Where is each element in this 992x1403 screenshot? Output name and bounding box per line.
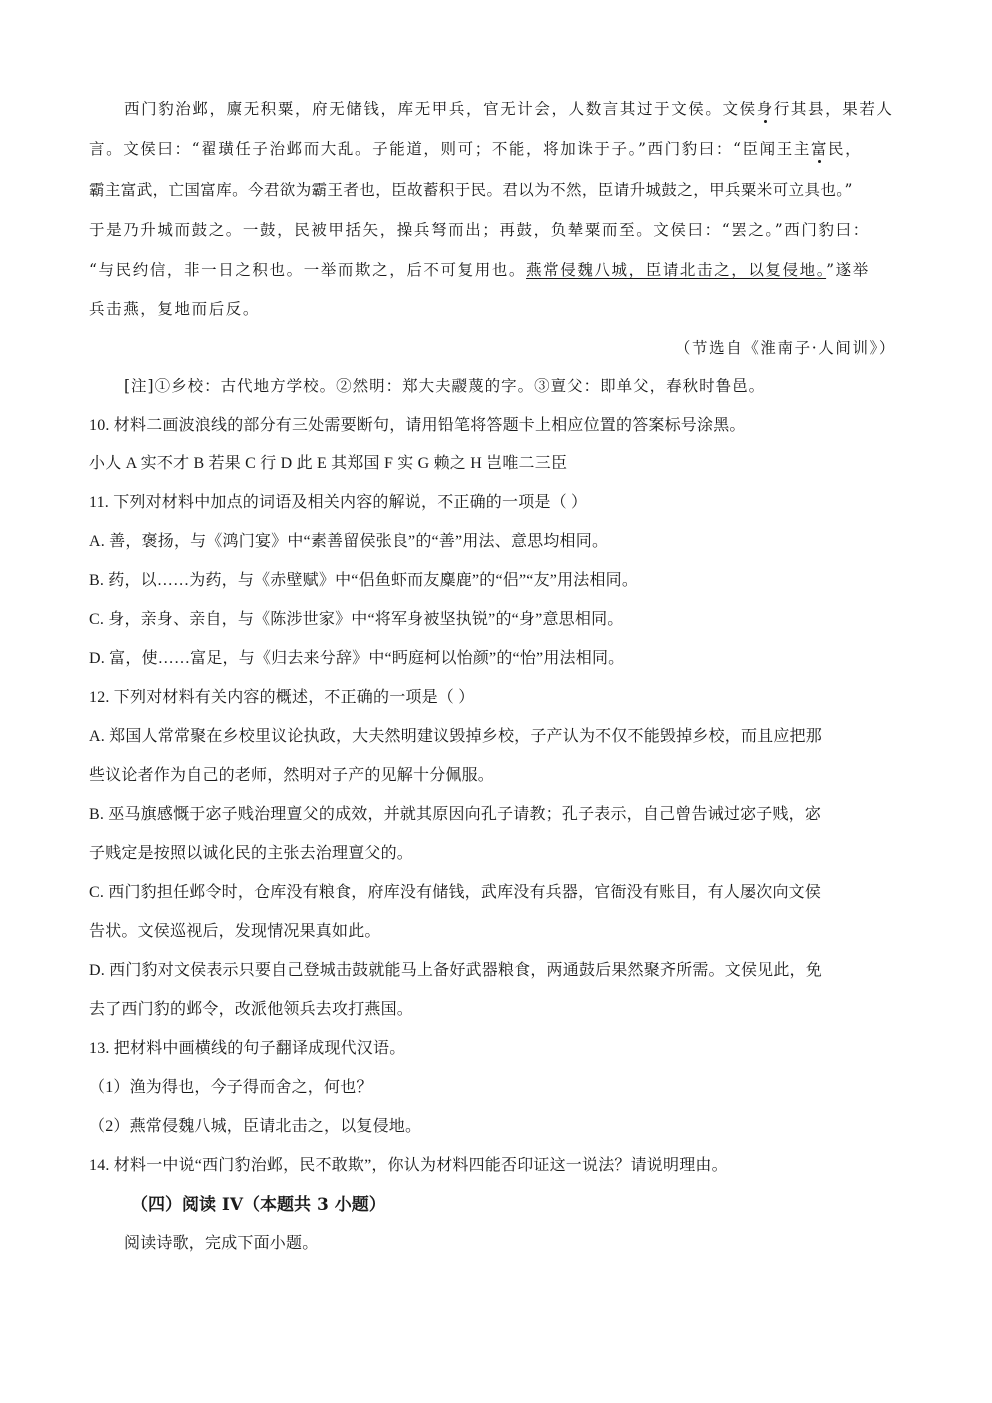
question-11-option-d: D. 富，使……富足，与《归去来兮辞》中“眄庭柯以怡颜”的“怡”用法相同。 (89, 650, 625, 667)
question-12-option-a-line-2: 些议论者作为自己的老师，然明对子产的见解十分佩服。 (89, 767, 495, 784)
question-10: 10. 材料二画波浪线的部分有三处需要断句，请用铅笔将答题卡上相应位置的答案标号涂黑。 (89, 417, 746, 434)
dotted-word: 身 (756, 100, 774, 118)
passage-line-3: 霸主富武，亡国富库。今君欲为霸王者也，臣故蓄积于民。君以为不然，臣请升城鼓之，甲兵粟米可立具也。” (89, 181, 853, 199)
passage-line-4: 于是乃升城而鼓之。一鼓，民被甲括矢，操兵弩而出；再鼓，负辇粟而至。文侯曰：“罢之。”西门豹曰： (89, 221, 870, 239)
passage-text: 行其县，果若人 (773, 100, 894, 118)
dotted-word: 富 (810, 140, 829, 158)
passage-text: 民， (828, 140, 863, 158)
question-12-option-b-line-1: B. 巫马旗感慨于宓子贱治理亶父的成效，并就其原因向孔子请教；孔子表示，自己曾告诫过宓子贱，宓 (89, 806, 822, 823)
passage-line-6: 兵击燕，复地而后反。 (89, 300, 261, 318)
question-12-option-d-line-2: 去了西门豹的邺令，改派他领兵去攻打燕国。 (89, 1001, 414, 1018)
passage-line-2 (89, 138, 862, 160)
question-12: 12. 下列对材料有关内容的概述，不正确的一项是（ ） (89, 689, 475, 706)
question-13-item-2: （2）燕常侵魏八城，臣请北击之，以复侵地。 (89, 1118, 422, 1135)
passage-line-5 (89, 259, 870, 281)
passage-text: 西门豹治邺，廪无积粟，府无储钱，库无甲兵，官无计会，人数言其过于文侯。文侯 (124, 100, 757, 118)
question-14: 14. 材料一中说“西门豹治邺，民不敢欺”，你认为材料四能否印证这一说法？请说明理由。 (89, 1157, 728, 1174)
question-12-option-d-line-1: D. 西门豹对文侯表示只要自己登城击鼓就能马上备好武器粮食，两通鼓后果然聚齐所需。文侯见此，免 (89, 962, 822, 979)
question-13-item-1: （1）渔为得也，今子得而舍之，何也？ (89, 1079, 373, 1096)
annotation-note: [注]①乡校：古代地方学校。②然明：郑大夫鬷蔑的字。③亶父：即单父，春秋时鲁邑。 (124, 377, 766, 395)
section-instruction: 阅读诗歌，完成下面小题。 (124, 1235, 319, 1252)
passage-source: （节选自《淮南子·人间训》） (674, 339, 896, 357)
underlined-sentence: 燕常侵魏八城，臣请北击之，以复侵地。 (526, 261, 827, 279)
section-heading: （四）阅读 IV（本题共 3 小题） (131, 1195, 386, 1215)
passage-text: ”遂举 (826, 261, 870, 279)
question-11-option-b: B. 药，以……为药，与《赤壁赋》中“侣鱼虾而友麋鹿”的“侣”“友”用法相同。 (89, 572, 639, 589)
passage-text: 言。文侯曰：“翟璜任子治邺而大乱。子能道，则可；不能，将加诛于子。”西门豹曰：“臣闻王主 (89, 140, 811, 158)
passage-line-1 (124, 98, 894, 120)
question-12-option-c-line-2: 告状。文侯巡视后，发现情况果真如此。 (89, 923, 381, 940)
passage-text: “与民约信，非一日之积也。一举而欺之，后不可复用也。 (89, 261, 527, 279)
question-12-option-b-line-2: 子贱定是按照以诚化民的主张去治理亶父的。 (89, 845, 414, 862)
question-11: 11. 下列对材料中加点的词语及相关内容的解说，不正确的一项是（ ） (89, 494, 588, 511)
question-11-option-c: C. 身，亲身、亲自，与《陈涉世家》中“将军身被坚执锐”的“身”意思相同。 (89, 611, 624, 628)
question-10-sentence: 小人 A 实不才 B 若果 C 行 D 此 E 其郑国 F 实 G 赖之 H 岂唯二三臣 (89, 455, 568, 472)
question-11-option-a: A. 善，褒扬，与《鸿门宴》中“素善留侯张良”的“善”用法、意思均相同。 (89, 533, 609, 550)
question-13: 13. 把材料中画横线的句子翻译成现代汉语。 (89, 1040, 406, 1057)
question-12-option-a-line-1: A. 郑国人常常聚在乡校里议论执政，大夫然明建议毁掉乡校，子产认为不仅不能毁掉乡校，而且应把那 (89, 728, 822, 745)
question-12-option-c-line-1: C. 西门豹担任邺令时，仓库没有粮食，府库没有储钱，武库没有兵器，官衙没有账目，有人屡次向文侯 (89, 884, 822, 901)
